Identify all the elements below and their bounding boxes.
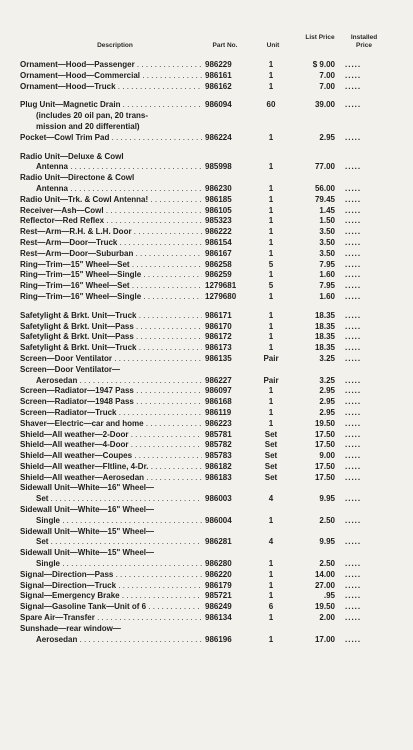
row-installed-price: .....	[345, 472, 362, 482]
row-installed-price: .....	[345, 537, 362, 547]
row-list-price: 1.45	[319, 205, 335, 215]
table-row	[0, 635, 413, 646]
table-row	[0, 591, 413, 602]
row-part-number: 986179	[205, 580, 232, 590]
row-description: Radio Unit—Directone & Cowl	[20, 173, 135, 183]
row-part-number: 986185	[205, 194, 232, 204]
row-description: Sunshade—rear window—	[20, 623, 121, 633]
table-row	[0, 322, 413, 333]
row-part-number: 986196	[205, 634, 232, 644]
row-installed-price: .....	[345, 248, 362, 258]
row-part-number: 986259	[205, 270, 232, 280]
table-row	[0, 332, 413, 343]
row-installed-price: .....	[345, 321, 362, 331]
row-installed-price: .....	[345, 205, 362, 215]
row-description: Safetylight & Brkt. Unit—Pass . . .	[20, 332, 202, 343]
row-description: Sidewall Unit—White—15" Wheel—	[20, 548, 155, 558]
table-row	[0, 354, 413, 365]
row-unit: 1	[268, 216, 274, 226]
row-installed-price: .....	[345, 580, 362, 590]
row-part-number: 1279680	[205, 291, 237, 301]
table-row	[0, 184, 413, 195]
row-list-price: 79.45	[314, 194, 335, 204]
row-unit: 6	[268, 602, 274, 612]
row-unit: 1	[268, 81, 274, 91]
row-description: Shield—All weather—Fltline, 4-Dr. . . .	[20, 462, 202, 473]
row-description: Sidewall Unit—White—16" Wheel—	[20, 505, 155, 515]
row-part-number: 986229	[205, 60, 232, 69]
row-unit: 4	[268, 494, 274, 504]
table-row	[0, 311, 413, 322]
row-description: Signal—Direction—Truck . . .	[20, 581, 202, 592]
row-installed-price: .....	[345, 602, 362, 612]
row-installed-price: .....	[345, 397, 362, 407]
row-installed-price: .....	[345, 407, 362, 417]
row-installed-price: .....	[345, 310, 362, 320]
row-installed-price: .....	[345, 81, 362, 91]
row-unit: 1	[268, 70, 274, 80]
row-description: Reflector—Red Reflex . . .	[20, 216, 202, 227]
row-list-price: 7.00	[319, 70, 335, 80]
row-description: Ring—Trim—16" Wheel—Set . . .	[20, 281, 202, 292]
row-list-price: 2.00	[319, 613, 335, 623]
row-description: Screen—Door Ventilator—	[20, 364, 121, 374]
table-row	[0, 195, 413, 206]
row-list-price: 7.95	[319, 281, 335, 291]
row-part-number: 986227	[205, 375, 232, 385]
row-part-number: 986162	[205, 81, 232, 91]
header-installed-price: Installed Price	[350, 34, 378, 49]
row-part-number: 986161	[205, 70, 232, 80]
row-description: Ornament—Hood—Truck . . .	[20, 82, 202, 93]
row-description: Shield—All weather—4-Door . . .	[20, 440, 202, 451]
row-list-price: 39.00	[314, 100, 335, 110]
row-list-price: 17.50	[314, 429, 335, 439]
table-row	[0, 365, 413, 376]
row-description: Spare Air—Transfer . . .	[20, 613, 202, 624]
row-description: Safetylight & Brkt. Unit—Truck . . .	[20, 311, 202, 322]
row-installed-price: .....	[345, 216, 362, 226]
row-installed-price: .....	[345, 270, 362, 280]
row-description: Rest—Arm—Door—Suburban . . .	[20, 249, 202, 260]
row-part-number: 986154	[205, 237, 232, 247]
row-unit: Pair	[263, 375, 279, 385]
row-description: Plug Unit—Magnetic Drain . . .	[20, 100, 202, 111]
row-unit: Pair	[263, 353, 279, 363]
table-row	[0, 162, 413, 173]
row-list-price: 27.00	[314, 580, 335, 590]
row-list-price: .95	[323, 591, 335, 601]
row-part-number: 986003	[205, 494, 232, 504]
row-list-price: 7.95	[319, 259, 335, 269]
row-unit: 1	[268, 237, 274, 247]
row-installed-price: .....	[345, 461, 362, 471]
row-part-number: 986182	[205, 461, 232, 471]
row-installed-price: .....	[345, 194, 362, 204]
row-part-number: 986167	[205, 248, 232, 258]
row-installed-price: .....	[345, 291, 362, 301]
row-installed-price: .....	[345, 386, 362, 396]
row-part-number: 986170	[205, 321, 232, 331]
table-row	[0, 60, 413, 71]
row-part-number: 985721	[205, 591, 232, 601]
row-list-price: $ 9.00	[312, 60, 335, 69]
row-description: Ornament—Hood—Commercial . . .	[20, 71, 202, 82]
table-row	[0, 419, 413, 430]
row-list-price: 3.50	[319, 227, 335, 237]
row-description: Rest—Arm—Door—Truck . . .	[20, 238, 202, 249]
row-installed-price: .....	[345, 259, 362, 269]
row-unit: 1	[268, 310, 274, 320]
row-unit: 1	[268, 291, 274, 301]
row-description: Safetylight & Brkt. Unit—Truck . . .	[20, 343, 202, 354]
row-list-price: 18.35	[314, 310, 335, 320]
row-part-number: 986220	[205, 569, 232, 579]
row-list-price: 3.50	[319, 248, 335, 258]
table-row	[0, 152, 413, 163]
row-description: Signal—Emergency Brake . . .	[20, 591, 202, 602]
table-row	[0, 122, 413, 133]
row-part-number: 986171	[205, 310, 232, 320]
table-row	[0, 386, 413, 397]
table-row	[0, 559, 413, 570]
row-list-price: 18.35	[314, 321, 335, 331]
table-row	[0, 505, 413, 516]
table-row	[0, 206, 413, 217]
table-row	[0, 238, 413, 249]
table-row	[0, 227, 413, 238]
row-part-number: 986105	[205, 205, 232, 215]
table-row	[0, 260, 413, 271]
row-unit: 1	[268, 332, 274, 342]
row-list-price: 2.95	[319, 397, 335, 407]
row-unit: 5	[268, 281, 274, 291]
row-description: Shield—All weather—Coupes . . .	[20, 451, 202, 462]
row-part-number: 985323	[205, 216, 232, 226]
row-description: Antenna . . .	[36, 184, 202, 195]
row-description: Radio Unit—Trk. & Cowl Antenna! . . .	[20, 195, 202, 206]
row-list-price: 2.95	[319, 386, 335, 396]
row-part-number: 986172	[205, 332, 232, 342]
row-installed-price: .....	[345, 515, 362, 525]
row-list-price: 3.25	[319, 375, 335, 385]
row-description: Single . . .	[36, 516, 202, 527]
row-description: Signal—Direction—Pass . . .	[20, 570, 202, 581]
row-installed-price: .....	[345, 100, 362, 110]
table-row	[0, 483, 413, 494]
row-description: Radio Unit—Deluxe & Cowl	[20, 151, 124, 161]
row-installed-price: .....	[345, 132, 362, 142]
row-list-price: 7.00	[319, 81, 335, 91]
row-unit: 1	[268, 248, 274, 258]
table-row	[0, 462, 413, 473]
row-unit: 1	[268, 183, 274, 193]
row-installed-price: .....	[345, 183, 362, 193]
table-row	[0, 343, 413, 354]
row-unit: 1	[268, 343, 274, 353]
row-unit: Set	[264, 440, 278, 450]
row-description: Ring—Trim—16" Wheel—Single . . .	[20, 292, 202, 303]
row-list-price: 18.35	[314, 332, 335, 342]
row-installed-price: .....	[345, 494, 362, 504]
row-installed-price: .....	[345, 429, 362, 439]
row-unit: 1	[268, 407, 274, 417]
row-description: Screen—Radiator—Truck . . .	[20, 408, 202, 419]
row-unit: 1	[268, 132, 274, 142]
row-installed-price: .....	[345, 332, 362, 342]
table-row	[0, 408, 413, 419]
row-unit: 1	[268, 205, 274, 215]
row-description: Receiver—Ash—Cowl . . .	[20, 206, 202, 217]
row-description: Set . . .	[36, 537, 202, 548]
row-part-number: 986134	[205, 613, 232, 623]
row-installed-price: .....	[345, 440, 362, 450]
header-description: Description	[97, 42, 133, 49]
row-part-number: 985998	[205, 162, 232, 172]
table-row	[0, 133, 413, 144]
row-list-price: 1.60	[319, 291, 335, 301]
row-list-price: 19.50	[314, 418, 335, 428]
row-installed-price: .....	[345, 343, 362, 353]
table-row	[0, 111, 413, 122]
row-description: Single . . .	[36, 559, 202, 570]
row-installed-price: .....	[345, 559, 362, 569]
table-row	[0, 216, 413, 227]
row-installed-price: .....	[345, 70, 362, 80]
row-description: Ring—Trim—15" Wheel—Single . . .	[20, 270, 202, 281]
row-description: Screen—Radiator—1947 Pass . . .	[20, 386, 202, 397]
row-part-number: 986094	[205, 100, 232, 110]
row-part-number: 986281	[205, 537, 232, 547]
row-part-number: 986183	[205, 472, 232, 482]
table-row	[0, 473, 413, 484]
table-row	[0, 548, 413, 559]
row-unit: 1	[268, 270, 274, 280]
row-description: Safetylight & Brkt. Unit—Pass . . .	[20, 322, 202, 333]
row-description: Shield—All weather—Aerosedan . . .	[20, 473, 202, 484]
row-list-price: 77.00	[314, 162, 335, 172]
row-part-number: 986135	[205, 353, 232, 363]
table-row	[0, 292, 413, 303]
table-row	[0, 397, 413, 408]
table-row	[0, 100, 413, 111]
row-part-number: 986249	[205, 602, 232, 612]
row-unit: 1	[268, 60, 274, 69]
table-row	[0, 581, 413, 592]
row-unit: Set	[264, 472, 278, 482]
row-part-number: 986224	[205, 132, 232, 142]
row-installed-price: .....	[345, 634, 362, 644]
row-unit: 60	[266, 100, 276, 110]
row-installed-price: .....	[345, 281, 362, 291]
row-part-number: 986223	[205, 418, 232, 428]
row-list-price: 3.25	[319, 353, 335, 363]
row-unit: 1	[268, 515, 274, 525]
row-list-price: 1.60	[319, 270, 335, 280]
row-unit: 1	[268, 321, 274, 331]
table-row	[0, 602, 413, 613]
row-list-price: 18.35	[314, 343, 335, 353]
row-description: Shield—All weather—2-Door . . .	[20, 430, 202, 441]
row-unit: 1	[268, 634, 274, 644]
row-unit: Set	[264, 451, 278, 461]
row-part-number: 986230	[205, 183, 232, 193]
table-row	[0, 527, 413, 538]
row-part-number: 986168	[205, 397, 232, 407]
row-list-price: 17.50	[314, 440, 335, 450]
row-description: Rest—Arm—R.H. & L.H. Door . . .	[20, 227, 202, 238]
row-installed-price: .....	[345, 591, 362, 601]
table-row	[0, 82, 413, 93]
row-unit: 1	[268, 386, 274, 396]
row-unit: Set	[264, 461, 278, 471]
table-row	[0, 430, 413, 441]
row-list-price: 17.00	[314, 634, 335, 644]
row-installed-price: .....	[345, 569, 362, 579]
row-part-number: 986280	[205, 559, 232, 569]
row-part-number: 985783	[205, 451, 232, 461]
row-unit: Set	[264, 429, 278, 439]
row-list-price: 14.00	[314, 569, 335, 579]
row-unit: 1	[268, 559, 274, 569]
row-part-number: 986004	[205, 515, 232, 525]
row-part-number: 1279681	[205, 281, 237, 291]
row-unit: 5	[268, 259, 274, 269]
table-row	[0, 570, 413, 581]
row-unit: 1	[268, 194, 274, 204]
row-description: Aerosedan . . .	[36, 376, 202, 387]
row-description: (includes 20 oil pan, 20 trans-	[36, 111, 149, 121]
row-unit: 1	[268, 613, 274, 623]
row-part-number: 986258	[205, 259, 232, 269]
row-description: Screen—Radiator—1948 Pass . . .	[20, 397, 202, 408]
header-part-no: Part No.	[212, 42, 238, 49]
row-description: mission and 20 differential)	[36, 121, 140, 131]
table-row	[0, 451, 413, 462]
table-row	[0, 537, 413, 548]
row-description: Sidewall Unit—White—16" Wheel—	[20, 483, 155, 493]
table-row	[0, 624, 413, 635]
row-unit: 4	[268, 537, 274, 547]
table-row	[0, 173, 413, 184]
row-description: Set . . .	[36, 494, 202, 505]
row-installed-price: .....	[345, 60, 362, 69]
row-description: Sidewall Unit—White—15" Wheel—	[20, 526, 155, 536]
table-row	[0, 249, 413, 260]
row-installed-price: .....	[345, 227, 362, 237]
table-row	[0, 440, 413, 451]
row-installed-price: .....	[345, 418, 362, 428]
row-installed-price: .....	[345, 375, 362, 385]
row-description: Ornament—Hood—Passenger . . .	[20, 60, 202, 71]
row-list-price: 56.00	[314, 183, 335, 193]
row-list-price: 17.50	[314, 472, 335, 482]
row-part-number: 986173	[205, 343, 232, 353]
table-row	[0, 71, 413, 82]
table-row	[0, 281, 413, 292]
row-list-price: 2.50	[319, 559, 335, 569]
row-unit: 1	[268, 397, 274, 407]
row-installed-price: .....	[345, 353, 362, 363]
row-list-price: 1.50	[319, 216, 335, 226]
row-unit: 1	[268, 591, 274, 601]
row-part-number: 985782	[205, 440, 232, 450]
row-installed-price: .....	[345, 613, 362, 623]
row-list-price: 2.95	[319, 407, 335, 417]
row-unit: 1	[268, 162, 274, 172]
row-unit: 1	[268, 580, 274, 590]
row-description: Screen—Door Ventilator . . .	[20, 354, 202, 365]
row-list-price: 17.50	[314, 461, 335, 471]
table-row	[0, 494, 413, 505]
row-description: Aerosedan . . .	[36, 635, 202, 646]
row-description: Ring—Trim—15" Wheel—Set . . .	[20, 260, 202, 271]
row-unit: 1	[268, 569, 274, 579]
row-description: Signal—Gasoline Tank—Unit of 6 . . .	[20, 602, 202, 613]
row-list-price: 9.00	[319, 451, 335, 461]
header-unit: Unit	[266, 42, 280, 49]
row-part-number: 985781	[205, 429, 232, 439]
row-description: Pocket—Cowl Trim Pad . . .	[20, 133, 202, 144]
row-installed-price: .....	[345, 237, 362, 247]
row-list-price: 9.95	[319, 494, 335, 504]
table-row	[0, 516, 413, 527]
table-row	[0, 270, 413, 281]
row-list-price: 19.50	[314, 602, 335, 612]
table-row	[0, 613, 413, 624]
column-header	[0, 34, 413, 56]
row-list-price: 9.95	[319, 537, 335, 547]
row-list-price: 3.50	[319, 237, 335, 247]
table-row	[0, 376, 413, 387]
row-part-number: 986222	[205, 227, 232, 237]
row-description: Antenna . . .	[36, 162, 202, 173]
row-unit: 1	[268, 227, 274, 237]
price-table	[0, 60, 413, 645]
row-installed-price: .....	[345, 162, 362, 172]
header-list-price: List Price	[305, 34, 335, 41]
row-description: Shaver—Electric—car and home . . .	[20, 419, 202, 430]
row-installed-price: .....	[345, 451, 362, 461]
row-part-number: 986119	[205, 407, 232, 417]
row-list-price: 2.50	[319, 515, 335, 525]
row-unit: 1	[268, 418, 274, 428]
row-part-number: 986097	[205, 386, 232, 396]
row-list-price: 2.95	[319, 132, 335, 142]
